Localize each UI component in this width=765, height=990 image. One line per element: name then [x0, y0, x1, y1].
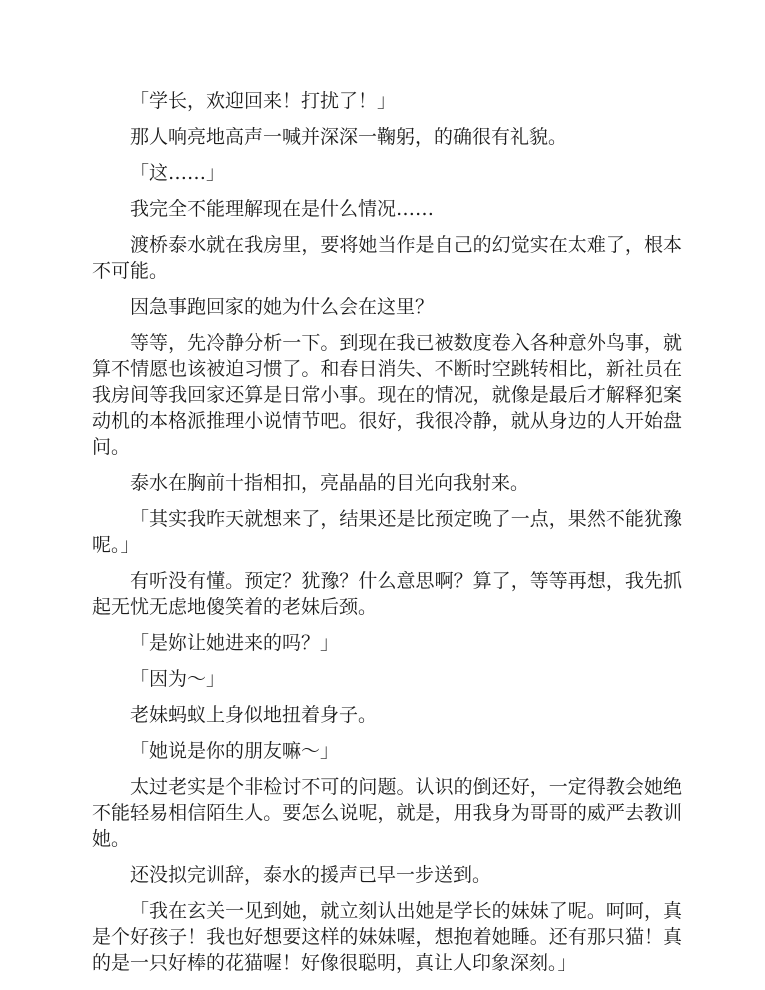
- paragraph: 泰水在胸前十指相扣，亮晶晶的目光向我射来。: [130, 472, 530, 494]
- paragraph: 太过老实是个非检讨不可的问题。认识的倒还好，一定得教会她绝不能轻易相信陌生人。要怎么说呢，就是，用我身为哥哥的威严去教训她。: [92, 776, 682, 850]
- paragraph: 等等，先冷静分析一下。到现在我已被数度卷入各种意外鸟事，就算不情愿也该被迫习惯了。和春日消失、不断时空跳转相比，新社员在我房间等我回家还算是日常小事。现在的情况，就像是最后才解释犯案动机的本格派推理小说情节吧。很好，我很冷静，就从身边的人开始盘问。: [92, 332, 682, 458]
- paragraph: 那人响亮地高声一喊并深深一鞠躬，的确很有礼貌。: [130, 126, 568, 148]
- paragraph: 有听没有懂。预定？犹豫？什么意思啊？算了，等等再想，我先抓起无忧无虑地傻笑着的老妹后颈。: [92, 570, 682, 618]
- paragraph: 还没拟完训辞，泰水的援声已早一步送到。: [130, 864, 492, 886]
- paragraph: 「我在玄关一见到她，就立刻认出她是学长的妹妹了呢。呵呵，真是个好孩子！我也好想要这样的妹妹喔，想抱着她睡。还有那只猫！真的是一只好棒的花猫喔！好像很聪明，真让人印象深刻。」: [92, 900, 682, 974]
- paragraph: 因急事跑回家的她为什么会在这里？: [130, 296, 435, 318]
- paragraph: 「她说是你的朋友嘛～」: [130, 740, 340, 762]
- paragraph: 我完全不能理解现在是什么情况……: [130, 198, 435, 220]
- paragraph: 老妹蚂蚁上身似地扭着身子。: [130, 704, 378, 726]
- paragraph: 「学长，欢迎回来！打扰了！」: [130, 90, 397, 112]
- document-page: [92, 88, 682, 986]
- paragraph: 「这……」: [130, 162, 226, 184]
- paragraph: 「其实我昨天就想来了，结果还是比预定晚了一点，果然不能犹豫呢。」: [92, 508, 682, 556]
- paragraph: 「是妳让她进来的吗？」: [130, 632, 340, 654]
- paragraph: 渡桥泰水就在我房里，要将她当作是自己的幻觉实在太难了，根本不可能。: [92, 234, 682, 282]
- paragraph: 「因为～」: [130, 668, 226, 690]
